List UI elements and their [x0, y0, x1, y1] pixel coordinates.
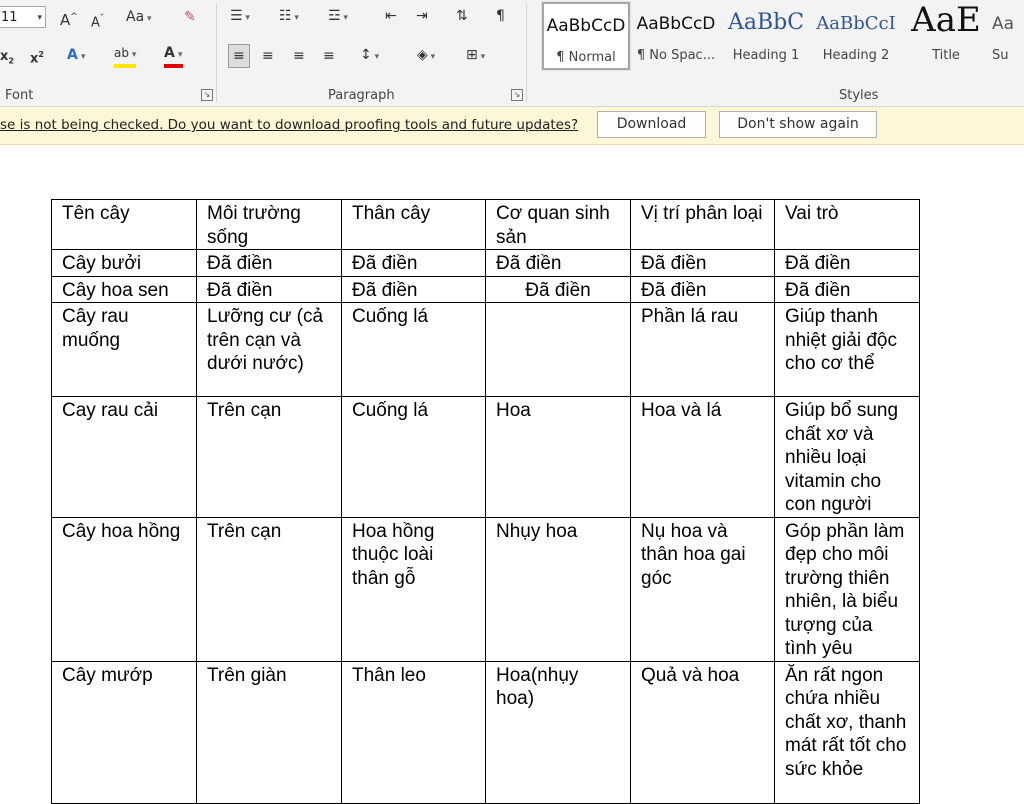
download-button[interactable]: Download	[597, 111, 706, 138]
style-no-spacing[interactable]	[632, 2, 720, 70]
table-cell[interactable]: Đã điền	[775, 250, 920, 277]
table-cell[interactable]: Giúp thanh nhiệt giải độc cho cơ thể	[775, 303, 920, 397]
table-cell[interactable]: Cay rau cải	[52, 397, 197, 518]
style-subtitle[interactable]	[992, 2, 1024, 70]
table-cell[interactable]: Nụ hoa và thân hoa gai góc	[631, 517, 775, 661]
table-cell[interactable]: Đã điền	[775, 276, 920, 303]
change-case-icon[interactable]: Aa ▾	[126, 8, 152, 28]
table-row	[52, 200, 920, 250]
table-cell[interactable]: Đã điền	[631, 250, 775, 277]
table-cell[interactable]: Cây bưởi	[52, 250, 197, 277]
table-cell[interactable]: Đã điền	[197, 250, 342, 277]
table-cell[interactable]: Giúp bổ sung chất xơ và nhiều loại vitamin cho con người	[775, 397, 920, 518]
style-preview: AaE	[911, 0, 981, 40]
shrink-font-icon[interactable]: $A^ˇ$	[91, 14, 105, 31]
table-cell[interactable]: Đã điền	[197, 276, 342, 303]
message-bar	[0, 107, 1024, 145]
sort-icon[interactable]: ⇅	[456, 8, 468, 24]
table-cell[interactable]: Phần lá rau	[631, 303, 775, 397]
table-cell[interactable]: Trên cạn	[197, 517, 342, 661]
chevron-down-icon: ▾	[37, 13, 42, 23]
bullets-icon[interactable]: ☰ ▾	[230, 7, 250, 27]
table-cell[interactable]: Đã điền	[486, 250, 631, 277]
style-heading-1[interactable]	[722, 2, 810, 70]
table-cell[interactable]: Cuống lá	[342, 303, 486, 397]
paragraph-dialog-launcher-icon[interactable]: ↘	[511, 89, 523, 101]
style-name: Heading 2	[822, 48, 890, 63]
table-cell[interactable]: Góp phần làm đẹp cho môi trường thiên nhiên, là biểu tượng của tình yêu	[775, 517, 920, 661]
table-cell[interactable]: Hoa hồng thuộc loài thân gỗ	[342, 517, 486, 661]
font-dialog-launcher-icon[interactable]: ↘	[201, 89, 213, 101]
table-cell[interactable]: Trên giàn	[197, 661, 342, 803]
document-canvas[interactable]	[0, 145, 1024, 798]
text-effects-icon[interactable]: A ▾	[67, 46, 86, 66]
show-formatting-marks-icon[interactable]: ¶	[496, 8, 505, 24]
style-preview: Aa	[992, 14, 1015, 34]
borders-icon[interactable]: ⊞ ▾	[466, 46, 485, 66]
increase-indent-icon[interactable]: ⇥	[416, 8, 428, 24]
numbering-icon[interactable]: ☷ ▾	[279, 7, 299, 27]
subscript-icon[interactable]: $x_2$	[0, 49, 14, 66]
grow-font-icon[interactable]: A^	[60, 11, 78, 29]
line-spacing-icon[interactable]: ↕ ▾	[360, 46, 379, 66]
table-cell[interactable]: Đã điền	[342, 276, 486, 303]
table-row	[52, 517, 920, 661]
table-cell[interactable]: Cây rau muống	[52, 303, 197, 397]
table-cell[interactable]: Ăn rất ngon chứa nhiều chất xơ, thanh mát rất tốt cho sức khỏe	[775, 661, 920, 803]
style-preview: AaBbCcD	[546, 16, 626, 36]
table-cell[interactable]: Cây hoa hồng	[52, 517, 197, 661]
font-size-box[interactable]	[0, 6, 46, 28]
clear-formatting-icon[interactable]: ✎	[184, 9, 196, 25]
style-name: ¶ No Spac...	[636, 48, 716, 63]
group-label-font: Font	[5, 88, 34, 103]
table-cell[interactable]: Hoa và lá	[631, 397, 775, 518]
align-left-icon[interactable]: ≡	[228, 44, 250, 68]
align-center-icon[interactable]: ≡	[262, 48, 274, 64]
style-name: Title	[932, 48, 960, 63]
table-row	[52, 303, 920, 397]
style-name: ¶ Normal	[556, 50, 616, 65]
style-preview: AaBbC	[727, 10, 805, 35]
align-right-icon[interactable]: ≡	[293, 48, 305, 64]
table-cell[interactable]: Đã điền	[486, 276, 631, 303]
plant-table	[51, 199, 920, 804]
proofing-message-link[interactable]: se is not being checked. Do you want to download proofing tools and future updates?	[0, 117, 579, 133]
group-divider	[216, 4, 217, 102]
table-cell[interactable]: Đã điền	[342, 250, 486, 277]
table-cell[interactable]: Cây hoa sen	[52, 276, 197, 303]
table-cell[interactable]: Thân cây	[342, 200, 486, 250]
table-cell[interactable]: Hoa(nhụy hoa)	[486, 661, 631, 803]
font-color-icon[interactable]: A ▾	[164, 44, 183, 68]
highlight-color-icon[interactable]: ab ▾	[114, 44, 136, 68]
table-cell[interactable]	[486, 303, 631, 397]
table-cell[interactable]: Cây mướp	[52, 661, 197, 803]
style-preview: AaBbCcD	[636, 14, 716, 34]
ribbon	[0, 0, 1024, 107]
table-cell[interactable]: Tên cây	[52, 200, 197, 250]
table-row	[52, 661, 920, 803]
table-cell[interactable]: Môi trường sống	[197, 200, 342, 250]
multilevel-list-icon[interactable]: ☲ ▾	[328, 7, 348, 27]
table-cell[interactable]: Cuống lá	[342, 397, 486, 518]
table-row	[52, 276, 920, 303]
style-preview: AaBbCcI	[816, 13, 896, 34]
style-name: Su	[992, 48, 1009, 63]
table-cell[interactable]: Quả và hoa	[631, 661, 775, 803]
table-cell[interactable]: Vai trò	[775, 200, 920, 250]
superscript-icon[interactable]: $x^2$	[30, 50, 44, 67]
group-label-styles: Styles	[839, 88, 879, 103]
table-cell[interactable]: Hoa	[486, 397, 631, 518]
group-label-paragraph: Paragraph	[328, 88, 395, 103]
table-cell[interactable]: Lưỡng cư (cả trên cạn và dưới nước)	[197, 303, 342, 397]
table-cell[interactable]: Trên cạn	[197, 397, 342, 518]
decrease-indent-icon[interactable]: ⇤	[385, 8, 397, 24]
table-cell[interactable]: Thân leo	[342, 661, 486, 803]
shading-icon[interactable]: ◈ ▾	[417, 46, 435, 66]
table-cell[interactable]: Cơ quan sinh sản	[486, 200, 631, 250]
font-size-value: 11	[1, 10, 18, 25]
style-normal[interactable]	[542, 2, 630, 70]
style-name: Heading 1	[732, 48, 800, 63]
table-row	[52, 397, 920, 518]
table-row	[52, 250, 920, 277]
group-divider	[526, 4, 527, 102]
style-title[interactable]	[902, 2, 990, 70]
dont-show-again-button[interactable]: Don't show again	[719, 111, 877, 138]
table-cell[interactable]: Nhụy hoa	[486, 517, 631, 661]
justify-icon[interactable]: ≡	[323, 48, 335, 64]
table-cell[interactable]: Đã điền	[631, 276, 775, 303]
table-cell[interactable]: Vị trí phân loại	[631, 200, 775, 250]
style-heading-2[interactable]	[812, 2, 900, 70]
